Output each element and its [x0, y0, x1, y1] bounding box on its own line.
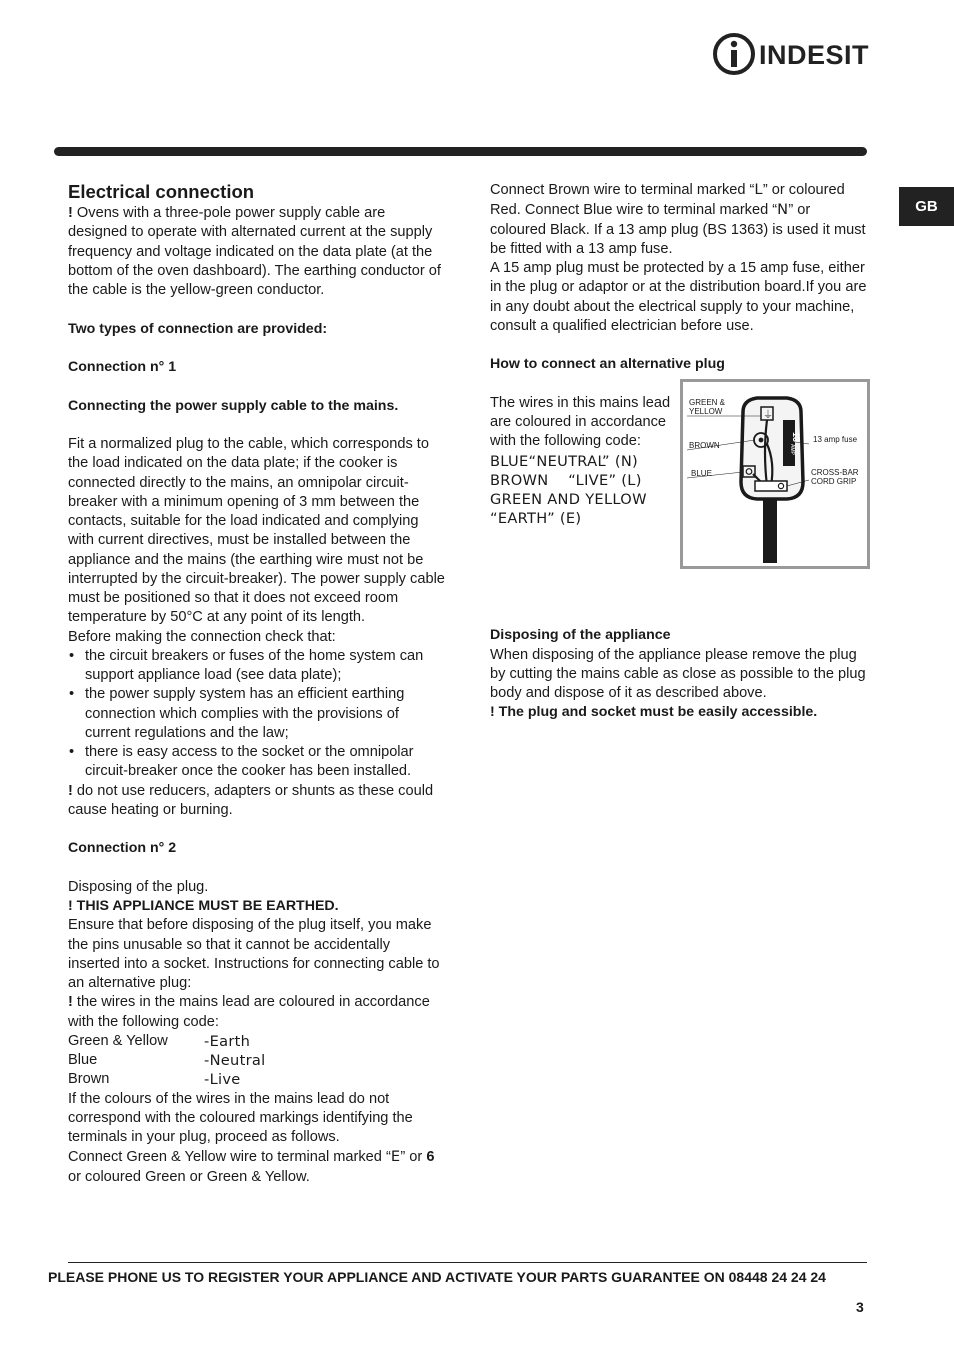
alt-code-line: BROWN “LIVE” (L) [490, 471, 642, 489]
types-heading: Two types of connection are provided: [68, 320, 328, 337]
disposing-heading: Disposing of the appliance [490, 627, 671, 644]
check-bullet: • there is easy access to the socket or the omnipolar circuit-breaker once the cooker has been installed. [68, 743, 446, 782]
wire-meaning: -Earth [204, 1032, 251, 1050]
plug-wiring-diagram [680, 379, 870, 569]
svg-text:YELLOW: YELLOW [689, 406, 723, 416]
svg-text:⏚: ⏚ [763, 409, 773, 421]
if-colours-paragraph: If the colours of the wires in the mains lead do not correspond with the coloured markings identifying the terminals in your plug, proceed as follows. [68, 1090, 413, 1145]
ensure-paragraph: Ensure that before disposing of the plug itself, you make the pins unusable so that it cannot be accidentally inserted into a socket. Instructions for connecting cable to an alternative plug: [68, 917, 440, 991]
check-bullet: • the power supply system has an efficient earthing connection which complies with the provisions of current regulations and the law; [68, 685, 446, 743]
wire-code-row [68, 1070, 446, 1089]
wire-meaning: -Neutral [204, 1052, 266, 1069]
alternative-plug-heading: How to connect an alternative plug [490, 356, 725, 373]
language-tab: GB [899, 187, 954, 226]
svg-text:13: 13 [791, 431, 801, 442]
header-rule [54, 147, 867, 156]
alt-code-line: “EARTH” (E) [490, 510, 582, 528]
wire-code-row [68, 1051, 446, 1070]
earthed-warning: ! THIS APPLIANCE MUST BE EARTHED. [68, 898, 339, 914]
disposing-plug-label: Disposing of the plug. [68, 878, 209, 895]
svg-text:INDESIT: INDESIT [759, 40, 870, 70]
alt-code-line: GREEN AND YELLOW [490, 491, 647, 508]
svg-text:GREEN &: GREEN & [689, 397, 726, 407]
svg-text:BLUE: BLUE [691, 468, 712, 478]
svg-text:AMP: AMP [789, 443, 795, 455]
check-intro: Before making the connection check that: [68, 628, 336, 645]
page-number: 3 [856, 1299, 864, 1315]
plug-code-text [490, 394, 680, 529]
connect-green-paragraph: Connect Green & Yellow wire to terminal marked “E” or 6 or coloured Green or Green & Yellow. [68, 1148, 435, 1185]
wire-colour: Brown [68, 1071, 110, 1088]
wire-colour: Green & Yellow [68, 1032, 168, 1049]
svg-text:BROWN: BROWN [689, 440, 720, 450]
registration-footer: PLEASE PHONE US TO REGISTER YOUR APPLIANCE AND ACTIVATE YOUR PARTS GUARANTEE ON 08448 24 24 24 [48, 1269, 826, 1285]
wire-colour: Blue [68, 1052, 98, 1068]
svg-text:CORD GRIP: CORD GRIP [811, 476, 857, 486]
amp15-paragraph: A 15 amp plug must be protected by a 15 amp fuse, either in the plug or adaptor or at the distribution board.If you are in any doubt about the electrical supply to your machine, consult a qualified electrician before use. [490, 260, 867, 334]
left-column [68, 180, 446, 1187]
connection-1-subheading: Connecting the power supply cable to the mains. [68, 397, 399, 414]
wire-meaning: -Live [204, 1071, 241, 1089]
connection-2-heading: Connection n° 2 [68, 840, 177, 857]
connection-1-body: Fit a normalized plug to the cable, which corresponds to the load indicated on the data plate; if the cooker is connected directly to the mains, an omnipolar circuit-breaker with a minimum opening of 3 mm between the contacts, suitable for the load indicated and complying with current directives, must be installed between the appliance and the mains (the earthing wire must not be interrupted by the circuit-breaker). The power supply cable must be positioned so that it does not exceed room temperature by 50°C at any point of its length. [68, 436, 445, 626]
svg-text:CROSS-BAR: CROSS-BAR [811, 467, 859, 477]
wires-paragraph: ! the wires in the mains lead are coloured in accordance with the following code: [68, 994, 430, 1030]
svg-text:13 amp fuse: 13 amp fuse [813, 434, 858, 444]
disposing-body: When disposing of the appliance please remove the plug by cutting the mains cable as close as possible to the plug body and dispose of it as described above. [490, 646, 866, 701]
plug-section [490, 394, 868, 588]
page-title: Electrical connection [68, 181, 255, 202]
alt-intro: The wires in this mains lead are coloured in accordance with the following code: [490, 394, 671, 450]
connection-1-heading: Connection n° 1 [68, 359, 177, 375]
accessible-warning: ! The plug and socket must be easily accessible. [490, 704, 818, 721]
adapter-warning: ! do not use reducers, adapters or shunts as these could cause heating or burning. [68, 782, 434, 818]
brand-logo [712, 31, 872, 77]
intro-paragraph: ! Ovens with a three-pole power supply cable are designed to operate with alternated current at the supply frequency and voltage indicated on the data plate (at the bottom of the oven dashboard). The earthing conductor of the cable is the yellow-green conductor. [68, 205, 441, 298]
footer-rule [68, 1262, 867, 1263]
alt-code-line: BLUE“NEUTRAL” (N) [490, 452, 639, 470]
check-bullet: • the circuit breakers or fuses of the home system can support appliance load (see data plate); [68, 647, 446, 686]
right-column [490, 180, 868, 723]
wire-code-row [68, 1032, 446, 1051]
brown-blue-paragraph: Connect Brown wire to terminal marked “L” or coloured Red. Connect Blue wire to terminal marked “N” or coloured Black. If a 13 amp plug (BS 1363) is used it must be fitted with a 13 amp fuse. [490, 181, 866, 257]
